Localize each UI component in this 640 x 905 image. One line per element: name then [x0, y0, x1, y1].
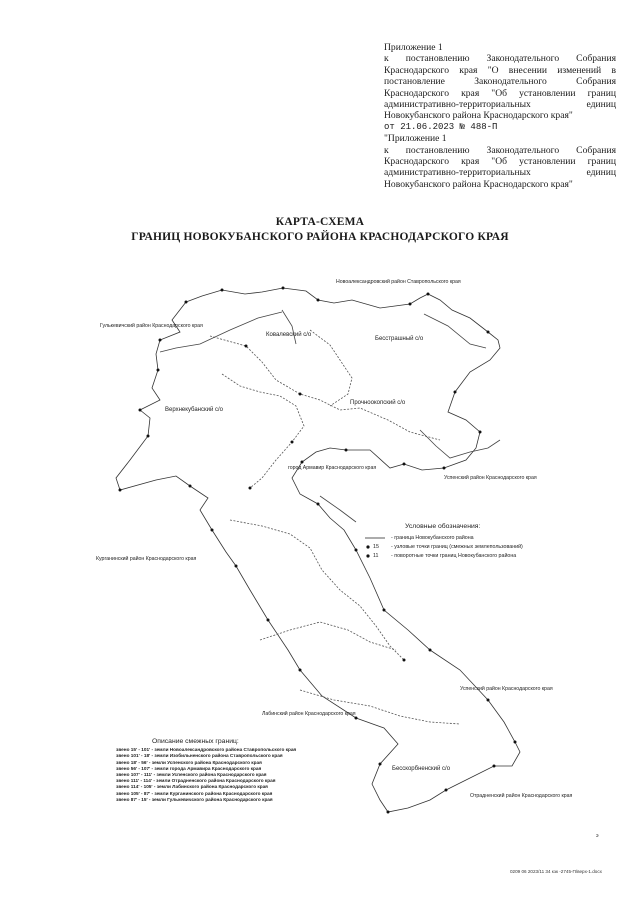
label-verkhnekubansky: Верхнекубанский с/о [165, 407, 223, 413]
legend-row [365, 551, 565, 560]
description-row: звено 111' - 114' - земли Отрадненского района Краснодарского края [116, 778, 276, 784]
legend-item: - поворотные точки границ Новокубанского района [391, 552, 517, 559]
legend-row [365, 533, 565, 542]
appendix-line4: к постановлению Законодательного Собрания Краснодарского края "Об установлении границ административно-территориальных единиц Новокубанского района Краснодарского края" [384, 144, 616, 190]
description-row: звено 107' - 111' - земли Успенского района Краснодарского края [116, 772, 267, 778]
description-row: звено 15' - 101' - земли Новоалександровского района Ставропольского края [116, 747, 297, 753]
legend-item: - граница Новокубанского района [391, 534, 474, 541]
description-row: звено 87' - 15' - земли Гулькевичского района Краснодарского края [116, 796, 273, 802]
label-kovalevsky: Ковалевский с/о [266, 332, 312, 338]
file-footer: 0209 06 2023/11 34 кзк -2745-П/верх-1.docx [510, 869, 602, 874]
description-heading: Описание смежных границ: [152, 738, 239, 745]
description-row: звено 56' - 107' - земли города Армавира Краснодарского края [116, 765, 262, 771]
description-row: звено 18' - 56' - земли Успенского района Краснодарского края [116, 759, 262, 765]
appendix-line3: "Приложение 1 [384, 133, 447, 145]
legend-item: - узловые точки границ (смежных землепользований) [391, 543, 523, 550]
map-title: КАРТА-СХЕМА [275, 216, 365, 228]
description-row: звено 114' - 105' - земли Лабинского района Краснодарского края [116, 784, 268, 790]
appendix-date: от 21.06.2023 № 488-П [384, 121, 498, 132]
label-gulkevichi: Гулькевичский район Краснодарского края [100, 323, 203, 329]
boundary-line-icon [365, 536, 391, 540]
appendix-line1: Приложение 1 [384, 42, 443, 53]
legend-row [365, 542, 565, 551]
legend [365, 523, 565, 560]
label-uspensky-top: Успенский район Краснодарского края [444, 475, 537, 481]
label-uspensky-mid: Успенский район Краснодарского края [460, 686, 553, 692]
label-prochnookopsky: Прочноокопский с/о [350, 400, 406, 406]
legend-mark: 15 [373, 543, 379, 550]
turn-point-icon [365, 553, 391, 559]
label-stavropol-line1: Новоалександровский район Ставропольского края [336, 279, 461, 285]
label-labinsk: Лабинский район Краснодарского края [262, 711, 356, 717]
label-armavir: город Армавир Краснодарского края [288, 465, 377, 471]
legend-heading: Условные обозначения: [405, 523, 481, 530]
label-besskorbnensky: Бесскорбненский с/о [392, 766, 451, 772]
legend-mark: 11 [373, 552, 379, 559]
page-mark: э [596, 833, 599, 839]
label-bestrovy: Бесстрашный с/о [375, 336, 424, 342]
label-otradnaya: Отрадненский район Краснодарского края [470, 793, 573, 799]
description-row: звено 105' - 87' - земли Курганинского района Краснодарского края [116, 790, 273, 796]
description-row: звено 101' - 18' - земли Изобильненского района Ставропольского края [116, 753, 283, 759]
label-kurganinsk: Курганинский район Краснодарского края [96, 556, 197, 562]
appendix-line2: к постановлению Законодательного Собрания Краснодарского края "О внесении изменений в постановление Законодательного Собрания Краснодарского края "Об установлении границ административно-территориальных единиц Новокубанского района Краснодарского края" [384, 53, 616, 122]
node-point-icon [365, 544, 391, 550]
map-subtitle: ГРАНИЦ НОВОКУБАНСКОГО РАЙОНА КРАСНОДАРСКОГО КРАЯ [131, 231, 509, 243]
adjacent-boundaries-description [116, 739, 376, 803]
